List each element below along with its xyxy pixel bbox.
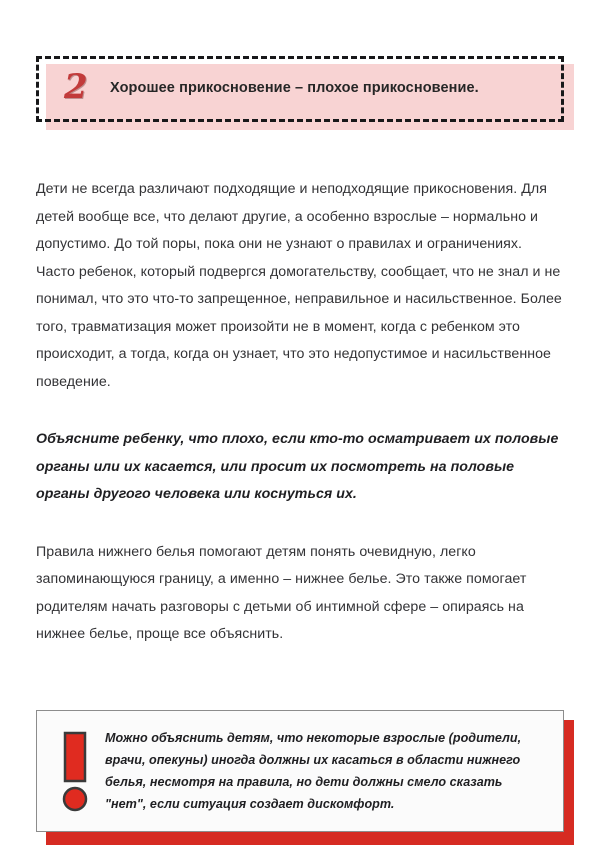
callout-box bbox=[36, 710, 564, 832]
exclamation-mark-icon bbox=[59, 731, 93, 815]
paragraph-intro: Дети не всегда различают подходящие и неподходящие прикосновения. Для детей вообще все, что делают другие, а особенно взрослые – нормально и допустимо. До той поры, пока они не узнают о правилах и ограничениях. Часто ребенок, который подвергся домогательству, сообщает, что не знал и не понимал, что это что-то запрещенное, неправильное и насильственное. Более того, травматизация может произойти не в момент, когда с ребенком это происходит, а тогда, когда он узнает, что это недопустимое и насильственное поведение. bbox=[36, 181, 562, 390]
paragraph-spacer bbox=[36, 396, 564, 426]
section-header-content bbox=[36, 56, 564, 122]
paragraph-underwear-rule: Правила нижнего белья помогают детям понять очевидную, легко запоминающуюся границу, а именно – нижнее белье. Это также помогает родителям начать разговоры с детьми об интимной сфере – опираясь на нижнее белье, проще все объяснить. bbox=[36, 543, 527, 642]
paragraph-spacer bbox=[36, 509, 564, 539]
callout-note bbox=[36, 710, 574, 845]
section-number: 2 bbox=[64, 67, 88, 107]
section-title: Хорошее прикосновение – плохое прикосновение. bbox=[110, 80, 479, 97]
body-text-column bbox=[36, 176, 564, 649]
section-header-banner bbox=[36, 56, 564, 130]
callout-text: Можно объяснить детям, что некоторые взрослые (родители, врачи, опекуны) иногда должны их касаться в области нижнего белья, несмотря на правила, но дети должны смело сказать "нет", если ситуация создает дискомфорт. bbox=[105, 731, 522, 811]
paragraph-emphasis: Объясните ребенку, что плохо, если кто-то осматривает их половые органы или их касается, или просит их посмотреть на половые органы другого человека или коснуться их. bbox=[36, 431, 559, 502]
